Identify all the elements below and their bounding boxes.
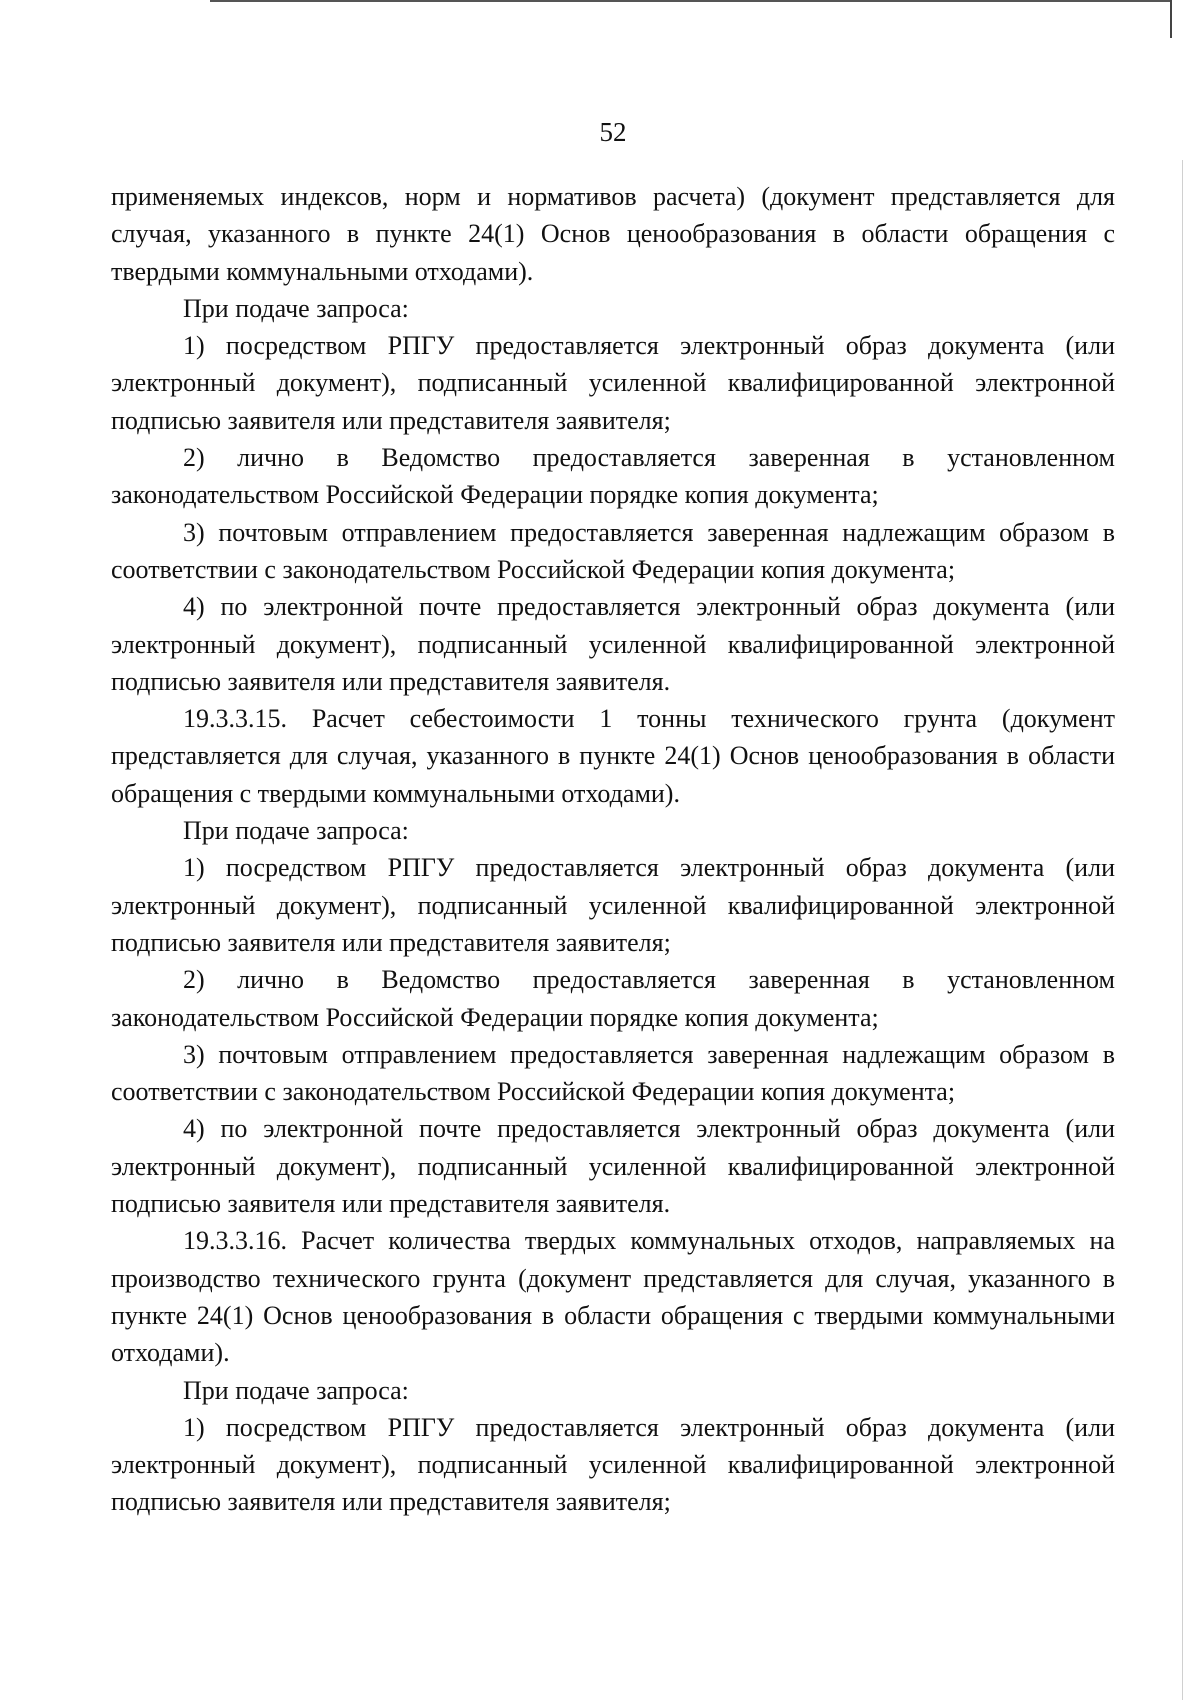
paragraph-item-2: 2) лично в Ведомство предоставляется заверенная в установленном законодательством Российской Федерации порядке копия документа; — [111, 965, 1115, 1032]
paragraph-item-3: 3) почтовым отправлением предоставляется заверенная надлежащим образом в соответствии с законодательством Российской Федерации копия документа; — [111, 517, 1115, 584]
paragraph-section-19-3-3-15: 19.3.3.15. Расчет себестоимости 1 тонны технического грунта (документ представляется для случая, указанного в пункте 24(1) Основ ценообразования в области обращения с твердыми коммунальными отходами). — [111, 704, 1115, 808]
scan-border-right — [1170, 0, 1172, 38]
paragraph-request-heading: При подаче запроса: — [183, 1375, 409, 1405]
paragraph-item-3: 3) почтовым отправлением предоставляется заверенная надлежащим образом в соответствии с законодательством Российской Федерации копия документа; — [111, 1039, 1115, 1107]
document-body — [111, 178, 1115, 1521]
scan-border-top — [210, 0, 1170, 2]
paragraph-item-1: 1) посредством РПГУ предоставляется электронный образ документа (или электронный документ), подписанный усиленной квалифицированной электронной подписью заявителя или представителя заявителя; — [111, 853, 1115, 957]
paragraph-item-4: 4) по электронной почте предоставляется электронный образ документа (или электронный документ), подписанный усиленной квалифицированной электронной подписью заявителя или представителя заявителя. — [111, 592, 1115, 696]
paragraph-continuation: применяемых индексов, норм и нормативов расчета) (документ представляется для случая, указанного в пункте 24(1) Основ ценообразования в области обращения с твердыми коммунальными отходами). — [111, 182, 1115, 286]
paragraph-request-heading: При подаче запроса: — [183, 816, 409, 846]
page-number: 52 — [599, 117, 627, 147]
paragraph-item-4: 4) по электронной почте предоставляется электронный образ документа (или электронный документ), подписанный усиленной квалифицированной электронной подписью заявителя или представителя заявителя. — [111, 1114, 1115, 1219]
paragraph-request-heading: При подаче запроса: — [183, 293, 409, 323]
paragraph-item-1: 1) посредством РПГУ предоставляется электронный образ документа (или электронный документ), подписанный усиленной квалифицированной электронной подписью заявителя или представителя заявителя; — [111, 1412, 1115, 1517]
paragraph-item-1: 1) посредством РПГУ предоставляется электронный образ документа (или электронный документ), подписанный усиленной квалифицированной электронной подписью заявителя или представителя заявителя; — [111, 331, 1115, 435]
paragraph-section-19-3-3-16: 19.3.3.16. Расчет количества твердых коммунальных отходов, направляемых на производство технического грунта (документ представляется для случая, указанного в пункте 24(1) Основ ценообразования в области обращения с твердыми коммунальными отходами). — [111, 1226, 1115, 1368]
scan-edge-line — [1182, 160, 1183, 1700]
paragraph-item-2: 2) лично в Ведомство предоставляется заверенная в установленном законодательством Российской Федерации порядке копия документа; — [111, 443, 1115, 510]
